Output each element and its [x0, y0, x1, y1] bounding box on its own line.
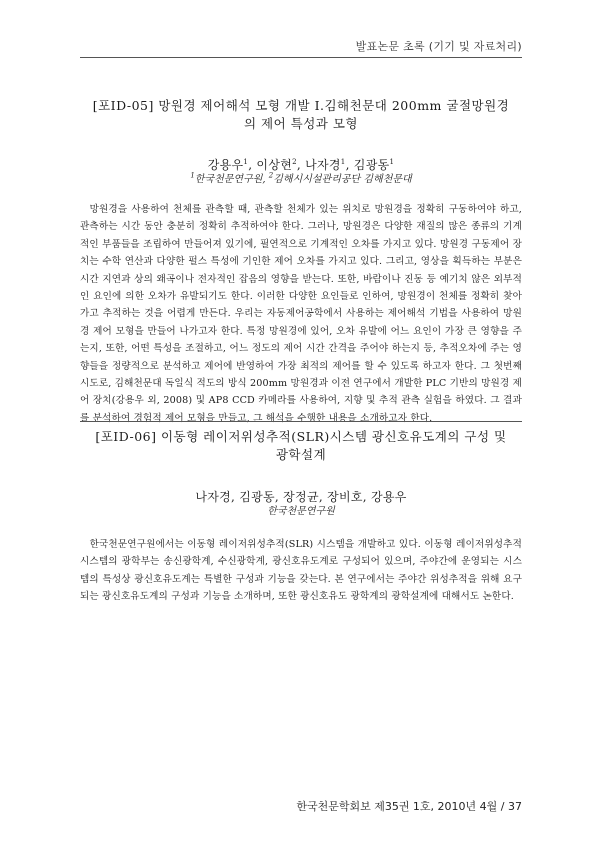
abstract-body: 망원경을 사용하여 천체를 관측할 때, 관측할 천체가 있는 위치로 망원경을 정확히 구동하여야 하고, 관측하는 시간 동안 충분히 정확히 추적하여야 한다. 그러나, 망원경은 다양한 재질의 많은 종류의 기계적인 부품들을 조립하여 만들어져 있기에, 필연적으로 기계적인 오차를 가지고 있다. 망원경 구동제어 장치는 수학 연산과 다양한 펄스 특성에 기인한 제어 오차를 가지고 있다. 그리고, 영상을 획득하는 부분은 시간 지연과 상의 왜곡이나 전자적인 잡음의 영향을 받는다. 또한, 바람이나 진동 등 예기치 않은 외부적인 요인에 의한 오차가 유발되기도 한다. 이러한 다양한 요인들로 인하여, 망원경이 천체를 정확히 찾아가고 추적하는 것을 어렵게 만든다. 우리는 자동제어공학에서 사용하는 제어해석 기법을 사용하여 망원경 제어 모형을 만들어 나가고자 한다. 특정 망원경에 있어, 오차 유발에 어느 요인이 가장 큰 영향을 주는지, 또한, 어떤 특성을 조절하고, 어느 정도의 제어 시간 간격을 주어야 하는지 등, 추적오차에 주는 영향들을 정량적으로 분석하고 제어에 반영하여 가장 최적의 제어를 할 수 있도록 하고자 한다. 그 첫번째 시도로, 김해천문대 독일식 적도의 방식 200mm 망원경과 이전 연구에서 개발한 PLC 기반의 망원경 제어 장치(강용우 외, 2008) 및 AP8 CCD 카메라를 사용하여, 지향 및 추적 관측 실험을 하였다. 그 결과를 분석하여 경험적 제어 모형을 만들고, 그 해석을 수행한 내용을 소개하고자 한다. — [80, 204, 522, 424]
author-name: 장정균 — [283, 490, 319, 504]
footer-journal-info: 한국천문학회보 제35권 1호, 2010년 4월 / 37 — [296, 800, 522, 813]
section-divider — [80, 421, 522, 422]
affil-mark: 2 — [268, 171, 274, 180]
author-name: 강용우 — [207, 158, 244, 172]
abstract-title: [포ID-05] 망원경 제어해석 모형 개발 I.김해천문대 200mm 굴절망원경의 제어 특성과 모형 — [92, 98, 510, 131]
author-name: 김광동 — [353, 158, 390, 172]
header-rule — [80, 57, 522, 58]
author-affil-mark: 1 — [340, 158, 346, 166]
author-list: 나자경, 김광동, 장정균, 장비호, 강용우 — [195, 490, 407, 504]
author-affil-mark: 1 — [389, 158, 395, 166]
author-name: 나자경 — [195, 490, 231, 504]
author-list: 강용우$^1$, 이상현$^2$, 나자경$^1$, 김광동$^1$ — [207, 158, 395, 172]
abstract-title: [포ID-06] 이동형 레이저위성추적(SLR)시스템 광신호유도계의 구성 및 광학설계 — [95, 429, 507, 462]
author-name: 김광동 — [239, 490, 275, 504]
affil-mark: 1 — [190, 171, 195, 180]
author-name: 강용우 — [371, 490, 407, 504]
running-head: 발표논문 초록 (기기 및 자료처리) — [355, 40, 522, 53]
affiliation — [190, 173, 262, 187]
abstract-body: 한국천문연구원에서는 이동형 레이저위성추적(SLR) 시스템을 개발하고 있다. 이동형 레이저위성추적 시스템의 광학부는 송신광학계, 수신광학계, 광신호유도계로 구성되어 있으며, 주야간에 운영되는 시스템의 특성상 광신호유도계는 특별한 구성과 기능을 갖는다. 본 연구에서는 주야간 위성추적을 위해 요구되는 광신호유도계의 구성과 기능을 소개하며, 또한 광신호유도 광학계의 광학설계에 대해서도 논한다. — [80, 539, 522, 603]
author-affil-mark: 2 — [292, 158, 297, 166]
author-name: 나자경 — [305, 158, 341, 172]
affiliation — [269, 173, 412, 187]
affiliation-list — [80, 505, 522, 519]
abstract-poid-05 — [80, 97, 522, 427]
author-name: 이상현 — [256, 158, 293, 172]
abstract-poid-06 — [80, 428, 522, 606]
affiliation-name: 한국천문연구원 — [267, 506, 335, 517]
affiliation-name: 김해시시설관리공단 김해천문대 — [273, 174, 412, 185]
affiliation-list: $^1$한국천문연구원, $^2$김해시시설관리공단 김해천문대 — [190, 171, 412, 185]
author-affil-mark: 1 — [243, 158, 249, 166]
affiliation-name: 한국천문연구원 — [194, 174, 263, 185]
author-name: 장비호 — [327, 490, 363, 504]
